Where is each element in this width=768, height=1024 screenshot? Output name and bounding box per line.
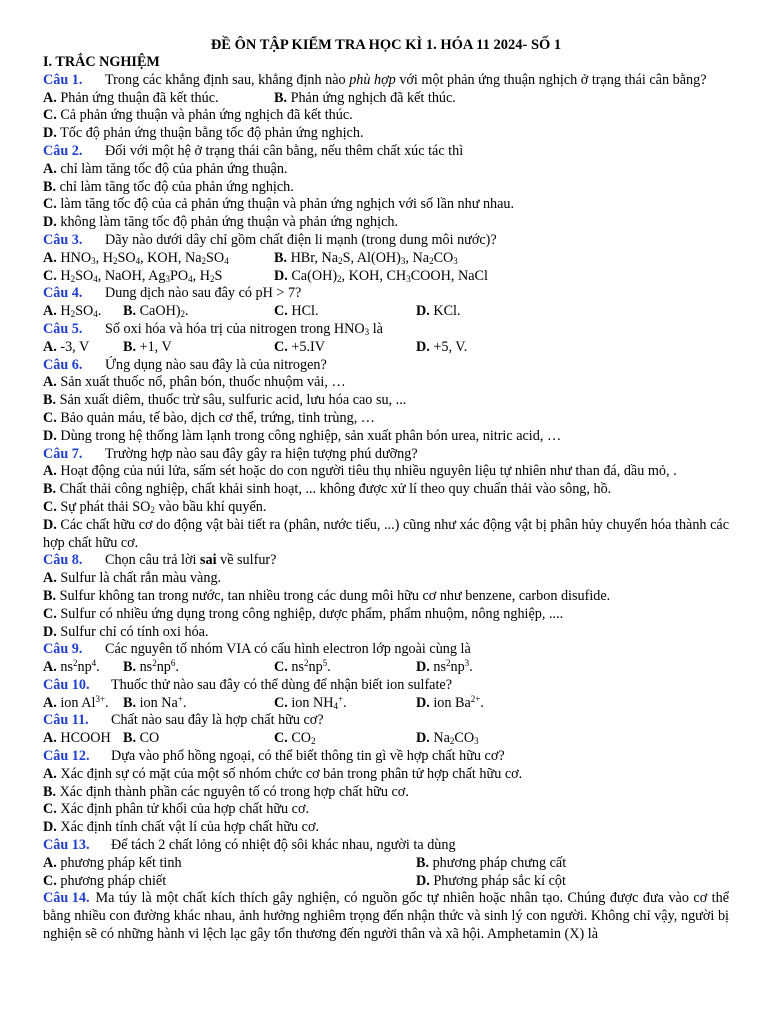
question-4-options — [43, 303, 729, 321]
question-label: Câu 3. — [43, 231, 83, 248]
option-d: D. Xác định tính chất vật lí của hợp chất hữu cơ. — [43, 819, 320, 836]
option-d: D. không làm tăng tốc độ phản ứng thuận và phản ứng nghịch. — [43, 214, 399, 231]
option-c: C. HCl. — [274, 303, 319, 320]
question-1-options-ab — [43, 90, 729, 108]
question-label: Câu 1. — [43, 71, 83, 88]
question-11-options — [43, 730, 729, 748]
option-d: D. KCl. — [416, 303, 461, 320]
option-b: B. $ns^2np^6$. — [123, 658, 179, 676]
option-a: A. phương pháp kết tinh — [43, 854, 182, 871]
option-c: C. $H_2SO_4$, NaOH, $Ag_3PO_4$, $H_2S$ — [43, 267, 223, 284]
option-b: B. Xác định thành phần các nguyên tố có trong hợp chất hữu cơ. — [43, 783, 409, 800]
question-7: Câu 7. Trường hợp nào sau đây gây ra hiện tượng phú dưỡng? — [43, 445, 418, 462]
question-9: Câu 9. Các nguyên tố nhóm VIA có cấu hình electron lớp ngoài cùng là — [43, 641, 471, 658]
question-11: Câu 11. Chất nào sau đây là hợp chất hữu cơ? — [43, 712, 324, 729]
question-label: Câu 11. — [43, 712, 89, 729]
question-label: Câu 4. — [43, 285, 83, 302]
option-d: D. ion $Ba^{2+}$. — [416, 693, 484, 711]
option-b: B. CO — [123, 730, 160, 747]
question-6: Câu 6. Ứng dụng nào sau đây là của nitrogen? — [43, 356, 327, 373]
option-d: D. Dùng trong hệ thống làm lạnh trong công nghiệp, sản xuất phân bón urea, nitric acid, … — [43, 427, 562, 444]
option-c: C. $ns^2np^5$. — [274, 658, 331, 676]
option-a: A. ion $Al^{3+}$. — [43, 693, 109, 711]
option-d: D. Tốc độ phản ứng thuận bằng tốc độ phản ứng nghịch. — [43, 125, 364, 142]
option-c: C. Sự phát thải $SO_2$ vào bầu khí quyển. — [43, 498, 267, 515]
question-13: Câu 13. Để tách 2 chất lỏng có nhiệt độ sôi khác nhau, người ta dùng — [43, 837, 456, 854]
page-title: ĐỀ ÔN TẬP KIỂM TRA HỌC KÌ 1. HÓA 11 2024- SỐ 1 — [210, 37, 562, 53]
option-b: B. Sulfur không tan trong nước, tan nhiều trong các dung môi hữu cơ như benzene, carbon disufide. — [43, 587, 611, 604]
option-b: B. Chất thải công nghiệp, chất khải sinh hoạt, ... không được xử lí theo quy chuẩn thải vào sông, hồ. — [43, 481, 612, 498]
question-label: Câu 7. — [43, 445, 83, 462]
question-label: Câu 2. — [43, 142, 83, 159]
question-3: Câu 3. Dãy nào dưới dây chỉ gồm chất điện li mạnh (trong dung môi nước)? — [43, 231, 497, 248]
option-b: B. ion Na+. — [123, 693, 187, 711]
question-label: Câu 9. — [43, 641, 83, 658]
option-a: A. $HNO_3$, $H_2SO_4$, KOH, $Na_2SO_4$ — [43, 249, 229, 266]
option-d: D. $Na_2CO_3$ — [416, 730, 479, 747]
option-c: C. làm tăng tốc độ của cả phản ứng thuận và phản ứng nghịch với số lần như nhau. — [43, 196, 515, 213]
option-b: B. +1, V — [123, 338, 172, 355]
option-a: A. Phản ứng thuận đã kết thúc. — [43, 89, 219, 106]
option-d: D. +5, V. — [416, 338, 468, 355]
question-8: Câu 8. Chọn câu trả lời sai về sulfur? — [43, 552, 277, 569]
option-c: C. phương pháp chiết — [43, 872, 167, 889]
option-b: B. chỉ làm tăng tốc độ của phản ứng nghịch. — [43, 178, 294, 195]
question-label: Câu 13. — [43, 837, 90, 854]
option-c: C. Sulfur có nhiều ứng dụng trong công nghiệp, dược phẩm, phẩm nhuộm, nông nghiệp, .... — [43, 605, 564, 622]
question-3-options-ab — [43, 250, 729, 268]
option-a: A. chỉ làm tăng tốc độ của phản ứng thuận. — [43, 160, 288, 177]
option-a: A. Sulfur là chất rắn màu vàng. — [43, 570, 222, 587]
question-label: Câu 10. — [43, 676, 90, 693]
question-5: Câu 5. Số oxi hóa và hóa trị của nitrogen trong $HNO_3$ là — [43, 320, 383, 337]
option-b: B. Sản xuất diêm, thuốc trừ sâu, sulfuric acid, lưu hóa cao su, ... — [43, 392, 407, 409]
option-a: A. $ns^2np^4$. — [43, 658, 100, 676]
question-label: Câu 14. — [43, 890, 90, 907]
option-d: D. Các chất hữu cơ do động vật bài tiết ra (phân, nước tiểu, ...) cũng như xác động vật bị phân hủy chuyển hóa thành các hợp chất hữu cơ. — [43, 516, 730, 551]
option-a: A. -3, V — [43, 338, 90, 355]
option-d: D. $ns^2np^3$. — [416, 658, 473, 676]
option-a: A. Sản xuất thuốc nổ, phân bón, thuốc nhuộm vải, … — [43, 374, 346, 391]
question-4: Câu 4. Dung dịch nào sau đây có pH > 7? — [43, 285, 302, 302]
question-13-options-ab — [43, 855, 729, 873]
option-c: C. Bảo quản máu, tế bào, dịch cơ thể, trứng, tinh trùng, … — [43, 409, 375, 426]
option-c: C. ion $NH_4^+$. — [274, 693, 347, 711]
option-a: A. $H_2SO_4$. — [43, 303, 102, 320]
question-1: Câu 1. Trong các khẳng định sau, khẳng định nào phù hợp với một phản ứng thuận nghịch ở trạng thái cân bằng? — [43, 71, 707, 88]
option-d: D. Phương pháp sắc kí cột — [416, 872, 566, 889]
question-label: Câu 5. — [43, 320, 83, 337]
option-c: C. $CO_2$ — [274, 730, 316, 747]
option-c: C. +5.IV — [274, 338, 325, 355]
option-a: A. Xác định sự có mặt của một số nhóm chức cơ bản trong phân tử hợp chất hữu cơ. — [43, 765, 523, 782]
option-a: A. Hoạt động của núi lửa, sấm sét hoặc do con người tiêu thụ nhiều nguyên liệu tự nhiên như than đá, dầu mỏ, . — [43, 463, 677, 480]
question-13-options-cd — [43, 873, 729, 891]
question-5-options — [43, 339, 729, 357]
question-10: Câu 10. Thuốc thử nào sau đây có thể dùng để nhận biết ion sulfate? — [43, 676, 452, 693]
option-c: C. Xác định phân tử khối của hợp chất hữu cơ. — [43, 801, 309, 818]
question-2: Câu 2. Đối với một hệ ở trạng thái cân bằng, nếu thêm chất xúc tác thì — [43, 142, 464, 159]
question-3-options-cd — [43, 268, 729, 286]
option-b: B. $CaOH)_2$. — [123, 303, 189, 320]
option-b: B. Phản ứng nghịch đã kết thúc. — [274, 89, 456, 106]
question-label: Câu 8. — [43, 552, 83, 569]
option-b: B. phương pháp chưng cất — [416, 854, 567, 871]
question-label: Câu 6. — [43, 356, 83, 373]
question-12: Câu 12. Dựa vào phổ hồng ngoại, có thể biết thông tin gì về hợp chất hữu cơ? — [43, 748, 505, 765]
option-d: D. $Ca(OH)_2$, KOH, $CH_3COOH$, NaCl — [274, 267, 488, 284]
option-b: B. HBr, $Na_2S$, $Al(OH)_3$, $Na_2CO_3$ — [274, 249, 458, 266]
question-14: Câu 14. Ma túy là một chất kích thích gây nghiện, có nguồn gốc tự nhiên hoặc nhân tạo. Chúng được đưa vào cơ thể bằng nhiều con đường khác nhau, ảnh hưởng nghiêm trọng đến nhận thức và sinh lý con người. Không chỉ vậy, người bị nghiện sẽ có những hành vi lệch lạc gây tổn thương đến người thân và xã hội. Amphetamin (X) là — [43, 890, 729, 943]
section-heading: I. TRẮC NGHIỆM — [43, 54, 160, 70]
option-a: A. HCOOH — [43, 730, 111, 747]
option-d: D. Sulfur chỉ có tính oxi hóa. — [43, 623, 209, 640]
question-label: Câu 12. — [43, 748, 90, 765]
question-10-options — [43, 695, 729, 713]
option-c: C. Cả phản ứng thuận và phản ứng nghịch đã kết thúc. — [43, 107, 353, 124]
exam-page — [43, 36, 729, 944]
question-9-options — [43, 659, 729, 677]
